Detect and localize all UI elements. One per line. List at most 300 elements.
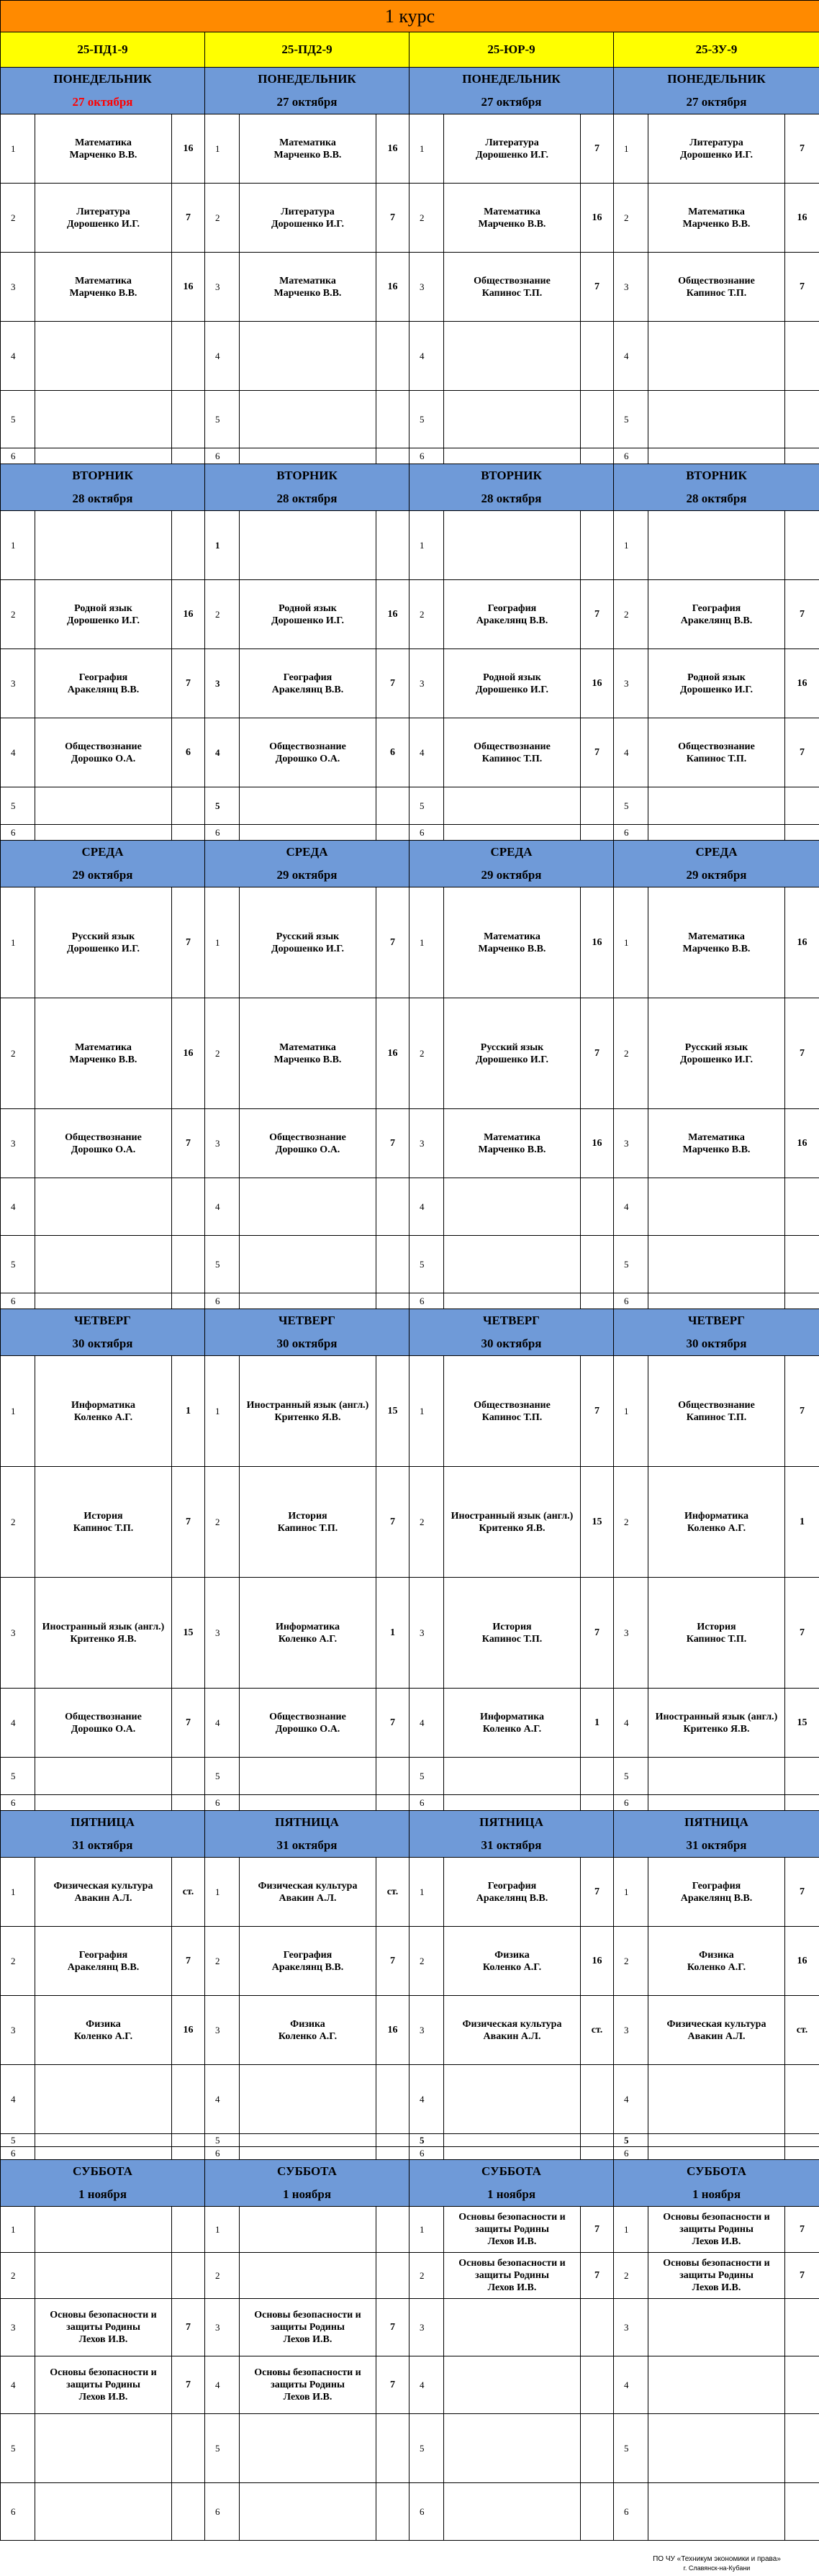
lesson-cell [444, 1109, 581, 1178]
lesson-number: 2 [614, 1467, 648, 1578]
day-date: 28 октября [481, 492, 542, 505]
group-header: 25-ЮР-9 [410, 32, 614, 68]
lesson-cell [444, 718, 581, 787]
lesson-row [1, 998, 819, 1109]
subject-name: География [78, 1949, 128, 1961]
lesson-row [1, 1578, 819, 1689]
teacher-name: Коленко А.Г. [278, 1633, 338, 1645]
lesson-number: 2 [614, 2253, 648, 2299]
room-number [172, 2253, 205, 2299]
day-header [410, 1811, 614, 1858]
group-header: 25-ПД2-9 [205, 32, 410, 68]
lesson-cell [444, 1467, 581, 1578]
lesson-number: 2 [205, 1467, 240, 1578]
teacher-name: Лехов И.В. [78, 2334, 128, 2345]
day-header-row [1, 2160, 819, 2207]
teacher-name: Коленко А.Г. [73, 1411, 133, 1423]
lesson-cell [444, 1996, 581, 2065]
lesson-cell [444, 998, 581, 1109]
day-header [410, 464, 614, 511]
lesson-number: 6 [614, 2483, 648, 2541]
lesson-number: 2 [614, 998, 648, 1109]
lesson-cell [648, 2065, 785, 2134]
room-number [785, 2147, 819, 2160]
lesson-number: 4 [205, 2356, 240, 2414]
teacher-name: Коленко А.Г. [687, 1961, 746, 1973]
lesson-cell [240, 2065, 376, 2134]
room-number: 7 [376, 1927, 410, 1996]
teacher-name: Марченко В.В. [273, 149, 342, 161]
subject-name: Основы безопасности и защиты Родины [458, 2212, 566, 2235]
teacher-name: Капинос Т.П. [686, 287, 747, 299]
day-header-row [1, 464, 819, 511]
lesson-number: 6 [205, 2147, 240, 2160]
lesson-cell [35, 253, 172, 322]
lesson-cell [444, 1293, 581, 1309]
day-date: 27 октября [481, 95, 542, 109]
lesson-cell [240, 1293, 376, 1309]
lesson-number: 1 [205, 887, 240, 998]
lesson-number: 1 [410, 1858, 444, 1927]
lesson-number: 1 [410, 114, 444, 184]
lesson-number: 6 [410, 825, 444, 841]
day-name: ЧЕТВЕРГ [73, 1314, 132, 1327]
room-number: 1 [581, 1689, 614, 1758]
lesson-number: 2 [410, 1927, 444, 1996]
lesson-cell [35, 2356, 172, 2414]
teacher-name: Дорошенко И.Г. [66, 218, 140, 230]
lesson-number: 1 [205, 2207, 240, 2253]
subject-name: Математика [484, 206, 540, 217]
room-number: 16 [581, 649, 614, 718]
lesson-number: 4 [410, 2065, 444, 2134]
lesson-cell [240, 1996, 376, 2065]
lesson-number: 2 [410, 184, 444, 253]
day-header [205, 2160, 410, 2207]
lesson-cell [240, 1178, 376, 1236]
teacher-name: Дорошенко И.Г. [679, 684, 754, 695]
room-number [785, 1236, 819, 1293]
lesson-number: 6 [410, 1795, 444, 1811]
teacher-name: Коленко А.Г. [482, 1961, 542, 1973]
room-number [785, 1293, 819, 1309]
lesson-number: 1 [410, 887, 444, 998]
lesson-number: 1 [1, 1356, 35, 1467]
teacher-name: Дорошенко И.Г. [475, 1054, 549, 1065]
lesson-cell [35, 1467, 172, 1578]
day-name: СРЕДА [490, 845, 533, 859]
lesson-cell [35, 1356, 172, 1467]
lesson-cell [444, 511, 581, 580]
subject-name: География [692, 1880, 741, 1892]
footer-city: г. Славянск-на-Кубани [683, 2564, 751, 2572]
lesson-cell [648, 322, 785, 391]
lesson-cell [648, 1758, 785, 1795]
room-number: 7 [785, 1858, 819, 1927]
teacher-name: Лехов И.В. [78, 2392, 128, 2403]
room-number: 7 [172, 184, 205, 253]
lesson-number: 1 [205, 511, 240, 580]
subject-name: Математика [484, 1131, 540, 1143]
lesson-cell [35, 1795, 172, 1811]
lesson-cell [35, 580, 172, 649]
lesson-number: 5 [205, 391, 240, 448]
room-number: 7 [376, 2299, 410, 2356]
lesson-number: 4 [205, 1689, 240, 1758]
lesson-number: 4 [410, 2356, 444, 2414]
room-number [376, 322, 410, 391]
lesson-cell [444, 1236, 581, 1293]
lesson-number: 5 [614, 787, 648, 825]
room-number [785, 2299, 819, 2356]
lesson-number: 3 [410, 649, 444, 718]
teacher-name: Капинос Т.П. [686, 753, 747, 764]
teacher-name: Авакин А.Л. [687, 2030, 746, 2042]
lesson-cell [240, 580, 376, 649]
room-number: 15 [785, 1689, 819, 1758]
lesson-cell [35, 511, 172, 580]
room-number [376, 787, 410, 825]
room-number [172, 1795, 205, 1811]
teacher-name: Дорошко О.А. [275, 1144, 340, 1155]
subject-name: География [78, 672, 128, 683]
lesson-cell [648, 825, 785, 841]
teacher-name: Авакин А.Л. [483, 2030, 541, 2042]
lesson-cell [35, 184, 172, 253]
lesson-cell [648, 2147, 785, 2160]
teacher-name: Капинос Т.П. [686, 1411, 747, 1423]
day-date: 29 октября [72, 868, 133, 882]
room-number [581, 1758, 614, 1795]
teacher-name: Дорошенко И.Г. [66, 615, 140, 626]
room-number: 7 [172, 649, 205, 718]
teacher-name: Лехов И.В. [283, 2334, 332, 2345]
teacher-name: Капинос Т.П. [481, 287, 543, 299]
lesson-cell [648, 998, 785, 1109]
lesson-number: 6 [614, 448, 648, 464]
day-header [1, 68, 205, 114]
room-number [581, 2414, 614, 2483]
lesson-number: 6 [410, 448, 444, 464]
room-number [581, 448, 614, 464]
room-number: 16 [172, 253, 205, 322]
room-number [785, 2414, 819, 2483]
room-number: 15 [172, 1578, 205, 1689]
subject-name: Физика [699, 1949, 734, 1961]
lesson-number: 6 [614, 825, 648, 841]
room-number [785, 2483, 819, 2541]
lesson-cell [444, 322, 581, 391]
day-name: СУББОТА [73, 2164, 132, 2178]
lesson-number: 4 [1, 1178, 35, 1236]
room-number: 7 [581, 718, 614, 787]
subject-name: Основы безопасности и защиты Родины [663, 2212, 770, 2235]
subject-name: Иностранный язык (англ.) [246, 1399, 369, 1411]
teacher-name: Аракелянц В.В. [680, 615, 753, 626]
subject-name: Основы безопасности и защиты Родины [663, 2258, 770, 2281]
room-number: 16 [785, 649, 819, 718]
lesson-cell [240, 649, 376, 718]
lesson-cell [240, 2356, 376, 2414]
lesson-number: 6 [205, 1293, 240, 1309]
lesson-row [1, 787, 819, 825]
lesson-number: 4 [410, 322, 444, 391]
day-name: ПЯТНИЦА [684, 1815, 748, 1829]
day-header [614, 1811, 819, 1858]
lesson-cell [444, 787, 581, 825]
lesson-number: 2 [1, 998, 35, 1109]
subject-name: Информатика [71, 1399, 136, 1411]
lesson-row [1, 1109, 819, 1178]
day-date: 29 октября [276, 868, 338, 882]
lesson-cell [648, 2253, 785, 2299]
teacher-name: Дорошенко И.Г. [271, 615, 345, 626]
subject-name: Обществознание [65, 1711, 142, 1722]
room-number: ст. [581, 1996, 614, 2065]
lesson-cell [35, 2299, 172, 2356]
lesson-number: 1 [614, 1356, 648, 1467]
room-number [172, 2483, 205, 2541]
room-number: 16 [581, 887, 614, 998]
subject-name: Физика [494, 1949, 530, 1961]
lesson-number: 2 [410, 2253, 444, 2299]
room-number: 6 [172, 718, 205, 787]
lesson-cell [240, 1356, 376, 1467]
lesson-number: 3 [614, 2299, 648, 2356]
lesson-cell [648, 511, 785, 580]
lesson-cell [648, 787, 785, 825]
day-date: 31 октября [481, 1838, 542, 1852]
teacher-name: Капинос Т.П. [277, 1522, 338, 1534]
lesson-number: 1 [205, 114, 240, 184]
teacher-name: Марченко В.В. [478, 218, 546, 230]
subject-name: Русский язык [480, 1041, 544, 1053]
teacher-name: Лехов И.В. [283, 2392, 332, 2403]
lesson-cell [648, 2356, 785, 2414]
lesson-row [1, 887, 819, 998]
day-header [1, 1309, 205, 1356]
lesson-cell [240, 1467, 376, 1578]
room-number: 7 [581, 998, 614, 1109]
room-number: 7 [785, 718, 819, 787]
lesson-number: 1 [1, 887, 35, 998]
lesson-cell [35, 1927, 172, 1996]
room-number [376, 511, 410, 580]
lesson-cell [35, 2134, 172, 2147]
lesson-row [1, 322, 819, 391]
room-number: 7 [376, 887, 410, 998]
teacher-name: Марченко В.В. [682, 1144, 751, 1155]
room-number [785, 787, 819, 825]
lesson-number: 1 [614, 511, 648, 580]
lesson-number: 6 [410, 2483, 444, 2541]
lesson-cell [35, 2207, 172, 2253]
room-number: 7 [785, 1356, 819, 1467]
day-date: 29 октября [686, 868, 747, 882]
day-header [410, 2160, 614, 2207]
day-header [1, 841, 205, 887]
day-name: ЧЕТВЕРГ [482, 1314, 540, 1327]
lesson-cell [35, 1689, 172, 1758]
teacher-name: Авакин А.Л. [74, 1892, 132, 1904]
lesson-cell [240, 253, 376, 322]
room-number: ст. [172, 1858, 205, 1927]
subject-name: Обществознание [269, 741, 346, 752]
lesson-cell [240, 998, 376, 1109]
subject-name: Информатика [275, 1621, 340, 1632]
day-name: СРЕДА [81, 845, 124, 859]
lesson-number: 5 [1, 1758, 35, 1795]
room-number [581, 1293, 614, 1309]
lesson-number: 1 [614, 114, 648, 184]
day-date: 31 октября [276, 1838, 338, 1852]
teacher-name: Авакин А.Л. [279, 1892, 337, 1904]
teacher-name: Марченко В.В. [273, 1054, 342, 1065]
lesson-cell [240, 2134, 376, 2147]
subject-name: Родной язык [483, 672, 541, 683]
lesson-number: 1 [614, 1858, 648, 1927]
room-number: 7 [581, 2253, 614, 2299]
lesson-number: 5 [614, 1236, 648, 1293]
day-header-row [1, 1811, 819, 1858]
lesson-cell [35, 825, 172, 841]
day-header [410, 841, 614, 887]
lesson-number: 3 [614, 1996, 648, 2065]
lesson-number: 4 [410, 718, 444, 787]
lesson-row [1, 1689, 819, 1758]
subject-name: Основы безопасности и защиты Родины [458, 2258, 566, 2281]
subject-name: Физика [86, 2018, 121, 2030]
lesson-row [1, 718, 819, 787]
room-number: 16 [581, 1927, 614, 1996]
room-number: 16 [785, 887, 819, 998]
lesson-row [1, 1927, 819, 1996]
lesson-row [1, 2147, 819, 2160]
lesson-cell [444, 2356, 581, 2414]
teacher-name: Марченко В.В. [69, 149, 137, 161]
room-number: 16 [172, 114, 205, 184]
lesson-number: 3 [410, 1109, 444, 1178]
lesson-number: 3 [410, 2299, 444, 2356]
lesson-cell [444, 1578, 581, 1689]
subject-name: Математика [75, 275, 132, 286]
lesson-number: 5 [614, 1758, 648, 1795]
room-number: 16 [785, 1927, 819, 1996]
lesson-number: 4 [410, 1689, 444, 1758]
room-number [172, 2134, 205, 2147]
subject-name: Физическая культура [462, 2018, 562, 2030]
lesson-number: 2 [1, 2253, 35, 2299]
lesson-cell [35, 2147, 172, 2160]
lesson-cell [648, 253, 785, 322]
subject-name: Обществознание [678, 741, 755, 752]
lesson-cell [35, 1858, 172, 1927]
teacher-name: Дорошенко И.Г. [271, 943, 345, 954]
room-number [785, 2134, 819, 2147]
course-title: 1 курс [1, 1, 819, 32]
lesson-cell [35, 887, 172, 998]
subject-name: Обществознание [678, 275, 755, 286]
room-number: 7 [785, 2207, 819, 2253]
lesson-number: 5 [205, 1758, 240, 1795]
day-date: 1 ноября [487, 2187, 536, 2201]
room-number [785, 2065, 819, 2134]
room-number: ст. [785, 1996, 819, 2065]
room-number [581, 2065, 614, 2134]
lesson-cell [240, 1858, 376, 1927]
room-number [376, 2483, 410, 2541]
day-name: ПЯТНИЦА [479, 1815, 543, 1829]
lesson-row [1, 1795, 819, 1811]
teacher-name: Дорошко О.А. [275, 1723, 340, 1735]
day-header [614, 68, 819, 114]
lesson-number: 5 [614, 2414, 648, 2483]
day-name: ВТОРНИК [276, 469, 338, 482]
room-number: 7 [376, 649, 410, 718]
subject-name: Литература [485, 137, 539, 148]
room-number [581, 391, 614, 448]
lesson-cell [648, 2414, 785, 2483]
subject-name: Обществознание [65, 1131, 142, 1143]
day-header [205, 68, 410, 114]
lesson-cell [444, 1356, 581, 1467]
subject-name: Литература [281, 206, 335, 217]
lesson-number: 3 [410, 253, 444, 322]
room-number [376, 2065, 410, 2134]
subject-name: География [692, 602, 741, 614]
room-number [785, 825, 819, 841]
subject-name: Обществознание [678, 1399, 755, 1411]
lesson-number: 2 [1, 580, 35, 649]
room-number: 7 [581, 1578, 614, 1689]
subject-name: Обществознание [65, 741, 142, 752]
lesson-cell [35, 391, 172, 448]
room-number: 16 [172, 998, 205, 1109]
group-header: 25-ПД1-9 [1, 32, 205, 68]
teacher-name: Марченко В.В. [478, 943, 546, 954]
lesson-number: 6 [205, 448, 240, 464]
lesson-number: 5 [614, 2134, 648, 2147]
room-number: 16 [376, 1996, 410, 2065]
lesson-cell [444, 448, 581, 464]
teacher-name: Капинос Т.П. [481, 753, 543, 764]
day-name: ЧЕТВЕРГ [687, 1314, 746, 1327]
teacher-name: Аракелянц В.В. [271, 684, 344, 695]
teacher-name: Капинос Т.П. [481, 1633, 543, 1645]
room-number: ст. [376, 1858, 410, 1927]
room-number [172, 2207, 205, 2253]
room-number: 7 [785, 580, 819, 649]
lesson-number: 6 [205, 1795, 240, 1811]
room-number [376, 1293, 410, 1309]
room-number: 6 [376, 718, 410, 787]
room-number [172, 2414, 205, 2483]
day-name: ВТОРНИК [686, 469, 747, 482]
room-number [581, 2299, 614, 2356]
lesson-cell [35, 114, 172, 184]
lesson-number: 5 [205, 2134, 240, 2147]
lesson-cell [648, 448, 785, 464]
lesson-cell [240, 1578, 376, 1689]
lesson-number: 6 [1, 1795, 35, 1811]
lesson-number: 2 [205, 998, 240, 1109]
teacher-name: Критенко Я.В. [683, 1723, 750, 1735]
lesson-number: 4 [410, 1178, 444, 1236]
lesson-cell [240, 184, 376, 253]
lesson-row [1, 2207, 819, 2253]
day-name: СРЕДА [286, 845, 328, 859]
lesson-number: 6 [1, 448, 35, 464]
